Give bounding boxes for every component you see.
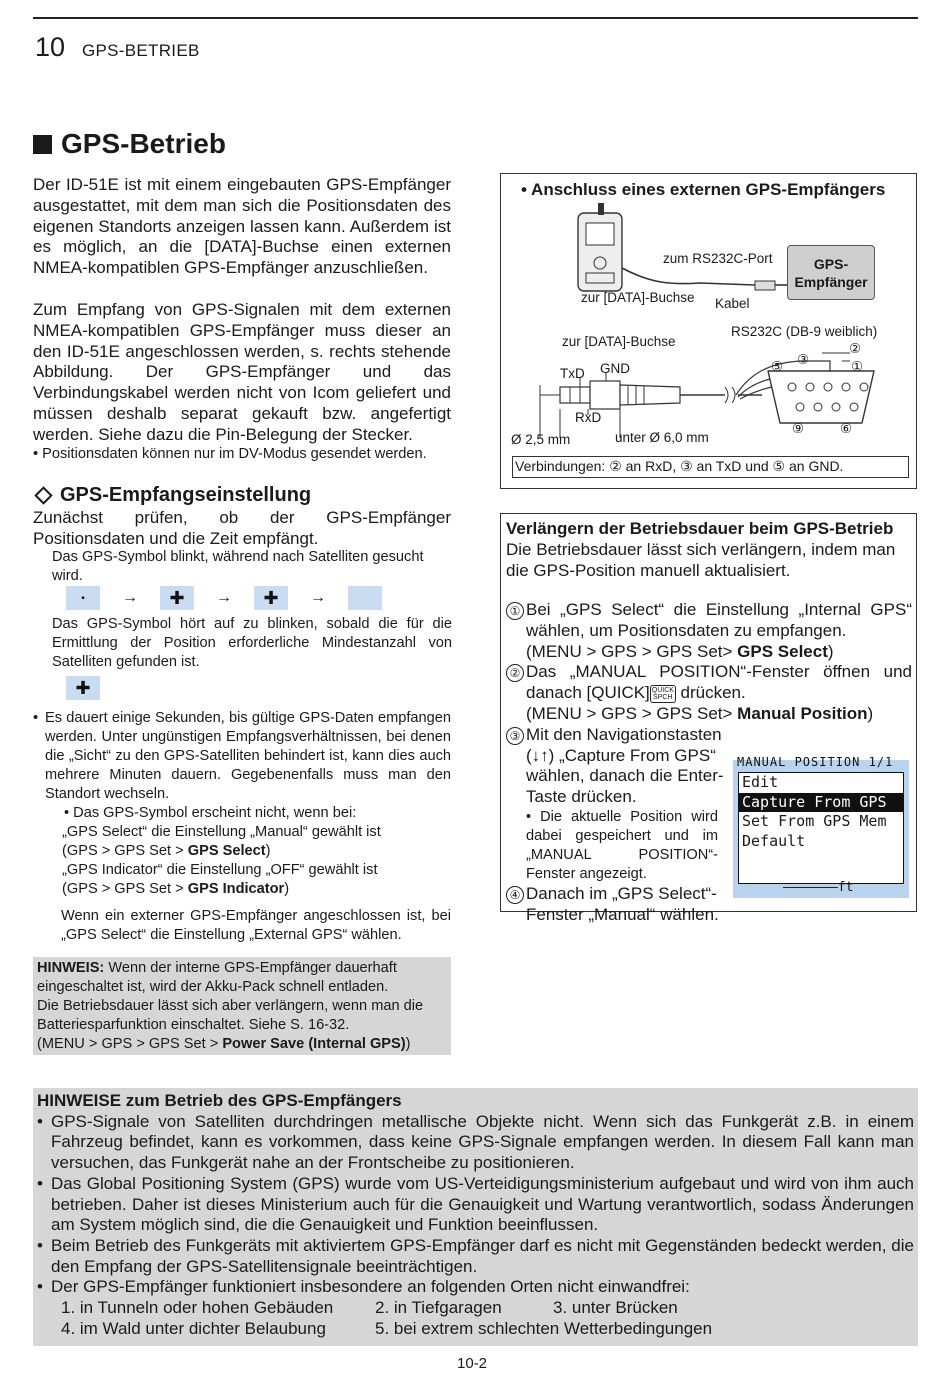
note-item: • GPS-Signale von Satelliten durchdringen metallische Objekte nicht. Wenn sich das Funkgerät z.B. in einem Fahrzeug befindet, kann es vorkommen, dass keine GPS-Signale empfangen werden. In diesem Fall kann man versuchen, das Funkgerät nahe an der Frontscheibe zu positionieren. — [37, 1112, 914, 1174]
bullet-list — [33, 709, 451, 804]
condition-line: „GPS Indicator“ die Einstellung „OFF“ gewählt ist — [62, 862, 378, 878]
step-1: ① Bei „GPS Select“ die Einstellung „Internal GPS“ wählen, um Positionsdaten zu empfangen. (MENU > GPS > GPS Set> GPS Select) — [506, 600, 912, 662]
diameter-6-0-label: unter Ø 6,0 mm — [615, 430, 709, 445]
external-gps-text: Wenn ein externer GPS-Empfänger angeschlossen ist, bei „GPS Select“ die Einstellung „External GPS“ wählen. — [61, 908, 451, 943]
diagram-title: • Anschluss eines externen GPS-Empfängers — [521, 180, 886, 199]
lcd-menu-item-selected[interactable]: Capture From GPS — [739, 793, 903, 813]
pin-2-label: ② — [849, 341, 862, 356]
step-number: ③ — [506, 727, 524, 745]
gps-satellite-icon-2: ✚ — [160, 586, 194, 610]
pin-3-label: ③ — [797, 352, 810, 367]
gps-symbol-conditions — [52, 804, 452, 899]
gps-satellite-icon-3: ✚ — [254, 586, 288, 610]
stop-blink-text: Das GPS-Symbol hört auf zu blinken, sobald die für die Ermittlung der Position erforderliche Mindestanzahl von Satelliten gefunden ist. — [52, 616, 452, 670]
step-2: ② Das „MANUAL POSITION“-Fenster öffnen und danach [QUICK] QUICK SPCH drücken. (MENU > GPS > GPS Set> Manual Position) — [506, 662, 912, 724]
note-item: • Das Global Positioning System (GPS) wurde vom US-Verteidigungsministerium aufgebaut und wird von ihm auch betrieben. Daher ist dieses Ministerium auch für die Genauigkeit und Wartung verantwortlich, sodass Änderungen am System möglich sind, die die Genauigkeit und Funktion beeinflussen. — [37, 1174, 914, 1236]
conditions-intro: • Das GPS-Symbol erscheint nicht, wenn bei: — [64, 805, 357, 821]
data-jack-label-top: zur [DATA]-Buchse — [581, 290, 695, 305]
arrow-icon: → — [310, 589, 326, 606]
gps-blink-icon-1: ▪ — [66, 586, 100, 610]
pin-9-label: ⑨ — [792, 421, 805, 436]
lcd-menu — [738, 772, 904, 884]
blink-text: Das GPS-Symbol blinkt, während nach Satelliten gesucht wird. — [52, 549, 424, 584]
section-intro: Zunächst prüfen, ob der GPS-Empfänger Positionsdaten und die Zeit empfängt. — [33, 508, 451, 548]
extend-text: Die Betriebsdauer lässt sich verlängern, indem man die GPS-Position manuell aktualisiert. — [506, 539, 896, 580]
step-4: ④ Danach im „GPS Select“-Fenster „Manual“ wählen. — [506, 884, 722, 926]
places-list — [37, 1298, 914, 1339]
hinweis-line: HINWEIS: Wenn der interne GPS-Empfänger dauerhaft eingeschaltet ist, wird der Akku-Pack schnell entladen. — [37, 960, 397, 995]
lcd-screen — [733, 755, 909, 898]
place-item: 3. unter Brücken — [553, 1298, 678, 1318]
db9-connector-icon — [768, 371, 874, 423]
extend-title: Verlängern der Betriebsdauer beim GPS-Betrieb — [506, 519, 894, 538]
page-title-text: GPS-Betrieb — [61, 128, 226, 159]
place-item: 1. in Tunneln oder hohen Gebäuden — [61, 1298, 334, 1318]
bottom-notes-title: HINWEISE zum Betrieb des GPS-Empfängers — [37, 1091, 402, 1110]
section-heading — [33, 484, 311, 507]
intro-paragraph-1: Der ID-51E ist mit einem eingebauten GPS-Empfänger ausgestattet, mit dem man sich die Positionsdaten des eigenen Standorts anzeigen lassen kann. Außerdem ist es möglich, an die [DATA]-Buchse einen externen NMEA-kompatiblen GPS-Empfänger anzuschließen. — [33, 175, 451, 278]
note-item: • Beim Betrieb des Funkgeräts mit aktiviertem GPS-Empfänger darf es nicht mit Gegenständen bedeckt werden, die den Empfang der GPS-Satellitensignale beeinträchtigen. — [37, 1236, 914, 1277]
intro-paragraph-2: Zum Empfang von GPS-Signalen mit dem externen NMEA-kompatiblen GPS-Empfänger muss dieser an den ID-51E angeschlossen werden, s. rechts stehende Abbildung. Der GPS-Empfänger und das Verbindungskabel werden nicht von Icom geliefert und müssen deshalb separat gekauft bzw. angefertigt werden. Siehe dazu die Pin-Belegung der Stecker. — [33, 300, 451, 444]
step-3: ③ Mit den Navigationstasten (↓↑) „Capture From GPS“ wählen, danach die Enter-Taste drücken. — [506, 725, 736, 808]
step-3-note: • Die aktuelle Position wird dabei gespeichert und im „MANUAL POSITION“-Fenster angezeigt. — [526, 808, 718, 882]
place-item: 4. im Wald unter dichter Belaubung — [61, 1318, 326, 1338]
lcd-menu-item[interactable]: Set From GPS Mem — [742, 812, 887, 830]
lcd-title: MANUAL POSITION 1/1 — [737, 755, 894, 769]
gps-icon-sequence — [66, 586, 382, 610]
quick-spch-key-icon: QUICK SPCH — [651, 686, 674, 701]
rxd-label: RxD — [575, 410, 602, 425]
lcd-altitude: ———————ft — [783, 880, 854, 895]
lcd-menu-item[interactable]: Edit — [742, 773, 779, 791]
hinweis-line: Die Betriebsdauer lässt sich aber verlängern, wenn man die Batteriesparfunktion einschaltet. Siehe S. 16-32. — [37, 998, 424, 1033]
diameter-2-5-label: Ø 2,5 mm — [511, 432, 571, 447]
chapter-title: GPS-BETRIEB — [82, 41, 200, 60]
note-item: • Der GPS-Empfänger funktioniert insbesondere an folgenden Orten nicht einwandfrei: — [37, 1277, 914, 1298]
cable-label: Kabel — [715, 296, 750, 311]
txd-label: TxD — [560, 366, 585, 381]
intro-note: • Positionsdaten können nur im DV-Modus gesendet werden. — [33, 446, 427, 462]
arrow-icon: → — [122, 589, 138, 606]
bottom-notes-box — [33, 1088, 918, 1346]
rs232-db9-label: RS232C (DB-9 weiblich) — [731, 324, 878, 339]
pin-1-label: ① — [851, 359, 864, 374]
page-number: 10-2 — [457, 1355, 488, 1372]
connection-diagram — [500, 173, 917, 458]
place-item: 2. in Tiefgaragen — [375, 1298, 502, 1318]
hinweis-box — [33, 957, 451, 1055]
gps-satellite-icon: ✚ — [66, 676, 100, 700]
pin-6-label: ⑥ — [840, 421, 853, 436]
section-heading-text: GPS-Empfangseinstellung — [60, 484, 312, 506]
step-number: ① — [506, 602, 524, 620]
header-rule — [33, 17, 918, 19]
gps-blank-icon — [348, 586, 382, 610]
rs232-port-label: zum RS232C-Port — [663, 251, 773, 266]
step-number: ② — [506, 664, 524, 682]
condition-path: (GPS > GPS Set > GPS Indicator) — [62, 881, 290, 897]
data-jack-label: zur [DATA]-Buchse — [562, 334, 676, 349]
extend-intro — [506, 519, 911, 581]
bullet-item: • Es dauert einige Sekunden, bis gültige GPS-Daten empfangen werden. Unter ungünstigen Empfangsverhältnissen, bei denen die „Sicht“ zu den GPS-Satelliten behindert ist, kann dies auch mehrere Minuten dauern. Gegebenenfalls muss man den Standort wechseln. — [33, 709, 451, 804]
place-item: 5. bei extrem schlechten Wetterbedingungen — [375, 1318, 713, 1338]
step-number: ④ — [506, 886, 524, 904]
conditions-list — [52, 823, 452, 899]
gnd-label: GND — [600, 361, 630, 376]
hinweis-path: (MENU > GPS > GPS Set > Power Save (Internal GPS)) — [37, 1036, 411, 1052]
plug-icon — [540, 373, 762, 438]
lcd-menu-item[interactable]: Default — [742, 831, 806, 850]
pin-5-label: ⑤ — [771, 359, 784, 374]
condition-path: (GPS > GPS Set > GPS Select) — [62, 843, 271, 859]
page-title — [33, 128, 226, 160]
condition-line: „GPS Select“ die Einstellung „Manual“ gewählt ist — [62, 824, 381, 840]
connections-text: Verbindungen: ② an RxD, ③ an TxD und ⑤ an GND. — [512, 456, 909, 478]
diamond-icon — [34, 486, 52, 504]
radio-icon — [578, 203, 622, 291]
chapter-number: 10 — [35, 32, 66, 62]
arrow-icon: → — [216, 589, 232, 606]
square-bullet-icon — [33, 135, 52, 154]
gps-receiver-box: GPS- Empfänger — [787, 245, 875, 300]
